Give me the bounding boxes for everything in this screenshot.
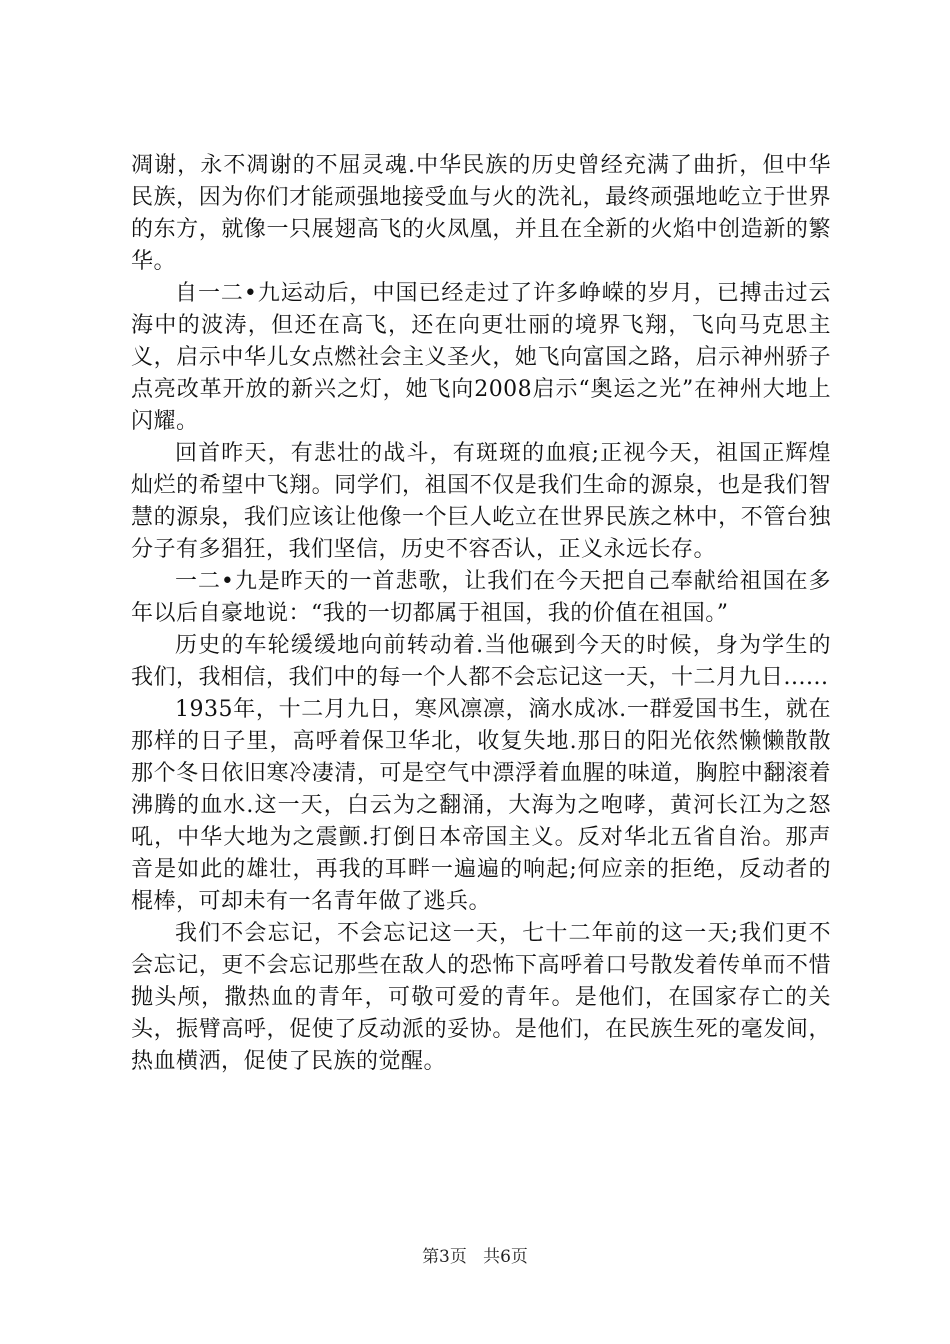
total-pages: 共6页 xyxy=(483,1247,528,1267)
paragraph-1: 凋谢，永不凋谢的不屈灵魂.中华民族的历史曾经充满了曲折，但中华民族，因为你们才能顽强地接受血与火的洗礼，最终顽强地屹立于世界的东方，就像一只展翅高飞的火凤凰，并且在全新的火焰中创造新的繁华。 xyxy=(131,153,831,274)
page-footer xyxy=(0,1246,950,1268)
paragraph-4: 一二•九是昨天的一首悲歌，让我们在今天把自己奉献给祖国在多年以后自豪地说：“我的一切都属于祖国，我的价值在祖国。” xyxy=(131,569,831,626)
paragraph-6: 1935年，十二月九日，寒风凛凛，滴水成冰.一群爱国书生，就在那样的日子里，高呼着保卫华北，收复失地.那日的阳光依然懒懒散散那个冬日依旧寒冷凄清，可是空气中漂浮着血腥的味道，胸腔中翻滚着沸腾的血水.这一天，白云为之翻涌，大海为之咆哮，黄河长江为之怒吼，中华大地为之震颤.打倒日本帝国主义。反对华北五省自治。那声音是如此的雄壮，再我的耳畔一遍遍的响起;何应亲的拒绝，反动者的棍棒，可却未有一名青年做了逃兵。 xyxy=(131,697,831,914)
page-number: 第3页 xyxy=(422,1247,467,1267)
paragraph-2: 自一二•九运动后，中国已经走过了许多峥嵘的岁月，已搏击过云海中的波涛，但还在高飞，还在向更壮丽的境界飞翔，飞向马克思主义，启示中华儿女点燃社会主义圣火，她飞向富国之路，启示神州骄子点亮改革开放的新兴之灯，她飞向2008启示“奥运之光”在神州大地上闪耀。 xyxy=(131,281,831,434)
paragraph-7: 我们不会忘记，不会忘记这一天，七十二年前的这一天;我们更不会忘记，更不会忘记那些在敌人的恐怖下高呼着口号散发着传单而不惜抛头颅，撒热血的青年，可敬可爱的青年。是他们，在国家存亡的关头，振臂高呼，促使了反动派的妥协。是他们，在民族生死的毫发间，热血横洒，促使了民族的觉醒。 xyxy=(131,921,831,1074)
paragraph-5: 历史的车轮缓缓地向前转动着.当他碾到今天的时候，身为学生的我们，我相信，我们中的每一个人都不会忘记这一天，十二月九日...... xyxy=(131,633,831,690)
document-body xyxy=(131,150,831,1078)
page-spacer xyxy=(472,1247,477,1267)
paragraph-3: 回首昨天，有悲壮的战斗，有斑斑的血痕;正视今天，祖国正辉煌灿烂的希望中飞翔。同学们，祖国不仅是我们生命的源泉，也是我们智慧的源泉，我们应该让他像一个巨人屹立在世界民族之林中，不管台独分子有多猖狂，我们坚信，历史不容否认，正义永远长存。 xyxy=(131,441,831,562)
